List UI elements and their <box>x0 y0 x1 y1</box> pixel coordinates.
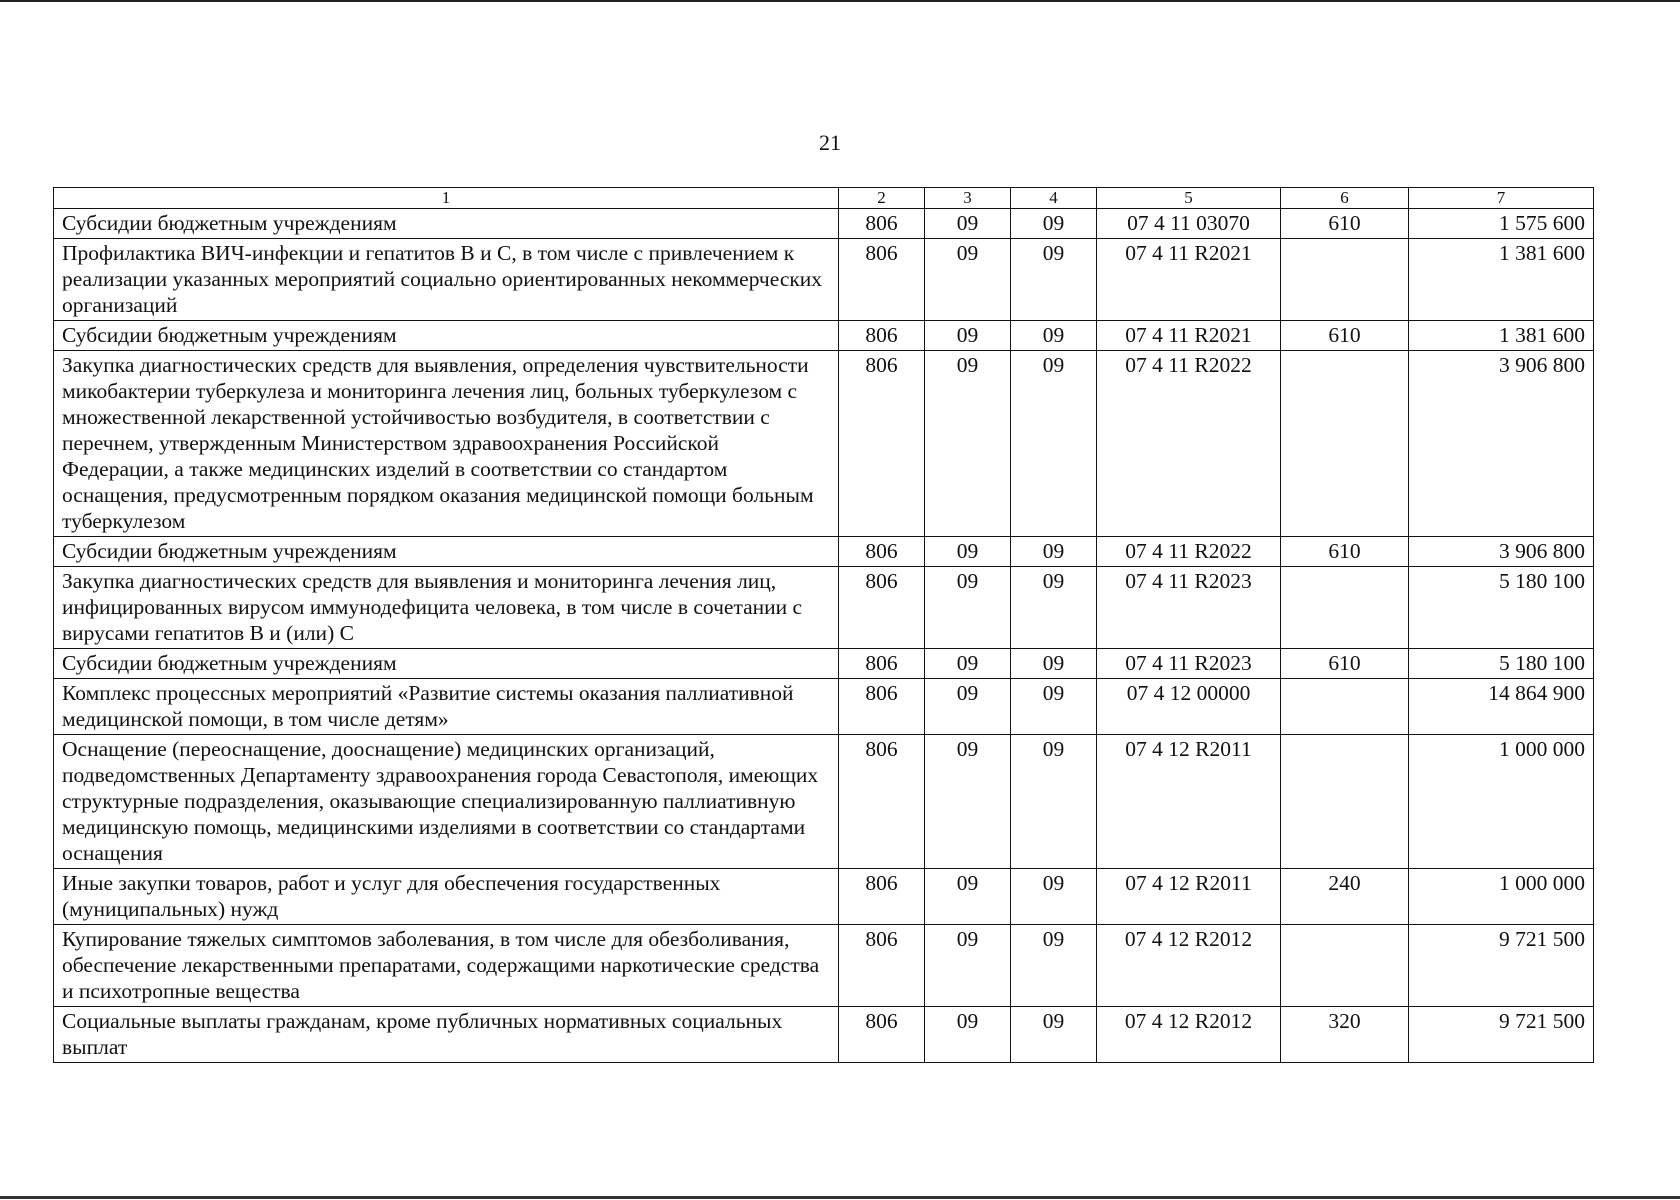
row-expense-type-code <box>1281 567 1409 649</box>
row-expense-type-code <box>1281 679 1409 735</box>
row-amount: 1 575 600 <box>1409 209 1594 239</box>
column-header: 7 <box>1409 188 1594 209</box>
row-target-article-code: 07 4 11 R2022 <box>1097 351 1281 537</box>
column-header: 3 <box>925 188 1011 209</box>
row-section-code: 09 <box>925 925 1011 1007</box>
row-ministry-code: 806 <box>839 209 925 239</box>
row-expense-type-code: 610 <box>1281 321 1409 351</box>
row-subsection-code: 09 <box>1011 321 1097 351</box>
row-section-code: 09 <box>925 567 1011 649</box>
row-description: Закупка диагностических средств для выявления, определения чувствительности микобактерии туберкулеза и мониторинга лечения лиц, больных туберкулезом с множественной лекарственной устойчивостью возбудителя, в соответствии с перечнем, утвержденным Министерством здравоохранения Российской Федерации, а также медицинских изделий в соответствии со стандартом оснащения, предусмотренным порядком оказания медицинской помощи больным туберкулезом <box>54 351 839 537</box>
row-ministry-code: 806 <box>839 649 925 679</box>
table-row <box>54 1007 1594 1063</box>
row-target-article-code: 07 4 11 R2023 <box>1097 649 1281 679</box>
row-ministry-code: 806 <box>839 321 925 351</box>
row-subsection-code: 09 <box>1011 1007 1097 1063</box>
row-expense-type-code: 610 <box>1281 209 1409 239</box>
row-expense-type-code: 240 <box>1281 869 1409 925</box>
table-row <box>54 925 1594 1007</box>
row-section-code: 09 <box>925 1007 1011 1063</box>
row-subsection-code: 09 <box>1011 537 1097 567</box>
row-description: Закупка диагностических средств для выявления и мониторинга лечения лиц, инфицированных вирусом иммунодефицита человека, в том числе в сочетании с вирусами гепатитов В и (или) С <box>54 567 839 649</box>
table-row <box>54 649 1594 679</box>
row-section-code: 09 <box>925 537 1011 567</box>
row-section-code: 09 <box>925 735 1011 869</box>
row-expense-type-code: 320 <box>1281 1007 1409 1063</box>
scan-edge-top <box>0 0 1680 2</box>
row-amount: 9 721 500 <box>1409 1007 1594 1063</box>
row-expense-type-code <box>1281 239 1409 321</box>
row-amount: 1 381 600 <box>1409 239 1594 321</box>
row-description: Иные закупки товаров, работ и услуг для обеспечения государственных (муниципальных) нужд <box>54 869 839 925</box>
row-expense-type-code <box>1281 351 1409 537</box>
row-ministry-code: 806 <box>839 537 925 567</box>
row-target-article-code: 07 4 11 R2022 <box>1097 537 1281 567</box>
table-body <box>54 209 1594 1063</box>
row-description: Субсидии бюджетным учреждениям <box>54 321 839 351</box>
row-description: Профилактика ВИЧ-инфекции и гепатитов В и С, в том числе с привлечением к реализации указанных мероприятий социально ориентированных некоммерческих организаций <box>54 239 839 321</box>
row-target-article-code: 07 4 11 R2021 <box>1097 239 1281 321</box>
row-target-article-code: 07 4 12 R2011 <box>1097 735 1281 869</box>
row-expense-type-code <box>1281 735 1409 869</box>
table-row <box>54 869 1594 925</box>
table-row <box>54 321 1594 351</box>
column-header: 5 <box>1097 188 1281 209</box>
row-subsection-code: 09 <box>1011 351 1097 537</box>
table-header <box>54 188 1594 209</box>
row-section-code: 09 <box>925 649 1011 679</box>
row-ministry-code: 806 <box>839 869 925 925</box>
row-amount: 9 721 500 <box>1409 925 1594 1007</box>
row-target-article-code: 07 4 12 R2012 <box>1097 1007 1281 1063</box>
row-ministry-code: 806 <box>839 735 925 869</box>
row-subsection-code: 09 <box>1011 239 1097 321</box>
row-ministry-code: 806 <box>839 567 925 649</box>
row-section-code: 09 <box>925 869 1011 925</box>
row-amount: 14 864 900 <box>1409 679 1594 735</box>
row-target-article-code: 07 4 11 03070 <box>1097 209 1281 239</box>
row-target-article-code: 07 4 12 R2012 <box>1097 925 1281 1007</box>
row-amount: 1 000 000 <box>1409 735 1594 869</box>
row-subsection-code: 09 <box>1011 679 1097 735</box>
row-amount: 3 906 800 <box>1409 351 1594 537</box>
row-expense-type-code <box>1281 925 1409 1007</box>
row-expense-type-code: 610 <box>1281 649 1409 679</box>
row-target-article-code: 07 4 11 R2023 <box>1097 567 1281 649</box>
row-subsection-code: 09 <box>1011 567 1097 649</box>
table-row <box>54 351 1594 537</box>
row-ministry-code: 806 <box>839 679 925 735</box>
row-section-code: 09 <box>925 239 1011 321</box>
row-description: Социальные выплаты гражданам, кроме публичных нормативных социальных выплат <box>54 1007 839 1063</box>
table-row <box>54 679 1594 735</box>
table-row <box>54 239 1594 321</box>
row-target-article-code: 07 4 11 R2021 <box>1097 321 1281 351</box>
column-header: 4 <box>1011 188 1097 209</box>
row-ministry-code: 806 <box>839 1007 925 1063</box>
row-ministry-code: 806 <box>839 925 925 1007</box>
table-row <box>54 735 1594 869</box>
row-description: Субсидии бюджетным учреждениям <box>54 537 839 567</box>
row-target-article-code: 07 4 12 00000 <box>1097 679 1281 735</box>
row-ministry-code: 806 <box>839 351 925 537</box>
column-header: 1 <box>54 188 839 209</box>
scan-edge-bottom <box>0 1196 1680 1199</box>
column-header: 2 <box>839 188 925 209</box>
row-description: Оснащение (переоснащение, дооснащение) медицинских организаций, подведомственных Департаменту здравоохранения города Севастополя, имеющих структурные подразделения, оказывающие специализированную паллиативную медицинскую помощь, медицинскими изделиями в соответствии со стандартами оснащения <box>54 735 839 869</box>
table-row <box>54 209 1594 239</box>
row-amount: 5 180 100 <box>1409 567 1594 649</box>
table-row <box>54 567 1594 649</box>
page-number: 21 <box>819 130 841 155</box>
row-section-code: 09 <box>925 209 1011 239</box>
row-description: Комплекс процессных мероприятий «Развитие системы оказания паллиативной медицинской помощи, в том числе детям» <box>54 679 839 735</box>
row-description: Субсидии бюджетным учреждениям <box>54 649 839 679</box>
row-amount: 1 381 600 <box>1409 321 1594 351</box>
row-subsection-code: 09 <box>1011 925 1097 1007</box>
row-section-code: 09 <box>925 321 1011 351</box>
row-target-article-code: 07 4 12 R2011 <box>1097 869 1281 925</box>
column-header: 6 <box>1281 188 1409 209</box>
row-description: Субсидии бюджетным учреждениям <box>54 209 839 239</box>
row-subsection-code: 09 <box>1011 735 1097 869</box>
row-section-code: 09 <box>925 351 1011 537</box>
row-amount: 1 000 000 <box>1409 869 1594 925</box>
row-subsection-code: 09 <box>1011 209 1097 239</box>
row-subsection-code: 09 <box>1011 649 1097 679</box>
row-section-code: 09 <box>925 679 1011 735</box>
row-amount: 3 906 800 <box>1409 537 1594 567</box>
table-row <box>54 537 1594 567</box>
row-subsection-code: 09 <box>1011 869 1097 925</box>
row-expense-type-code: 610 <box>1281 537 1409 567</box>
budget-table <box>53 187 1594 1063</box>
row-description: Купирование тяжелых симптомов заболевания, в том числе для обезболивания, обеспечение лекарственными препаратами, содержащими наркотические средства и психотропные вещества <box>54 925 839 1007</box>
row-ministry-code: 806 <box>839 239 925 321</box>
row-amount: 5 180 100 <box>1409 649 1594 679</box>
header-row <box>54 188 1594 209</box>
